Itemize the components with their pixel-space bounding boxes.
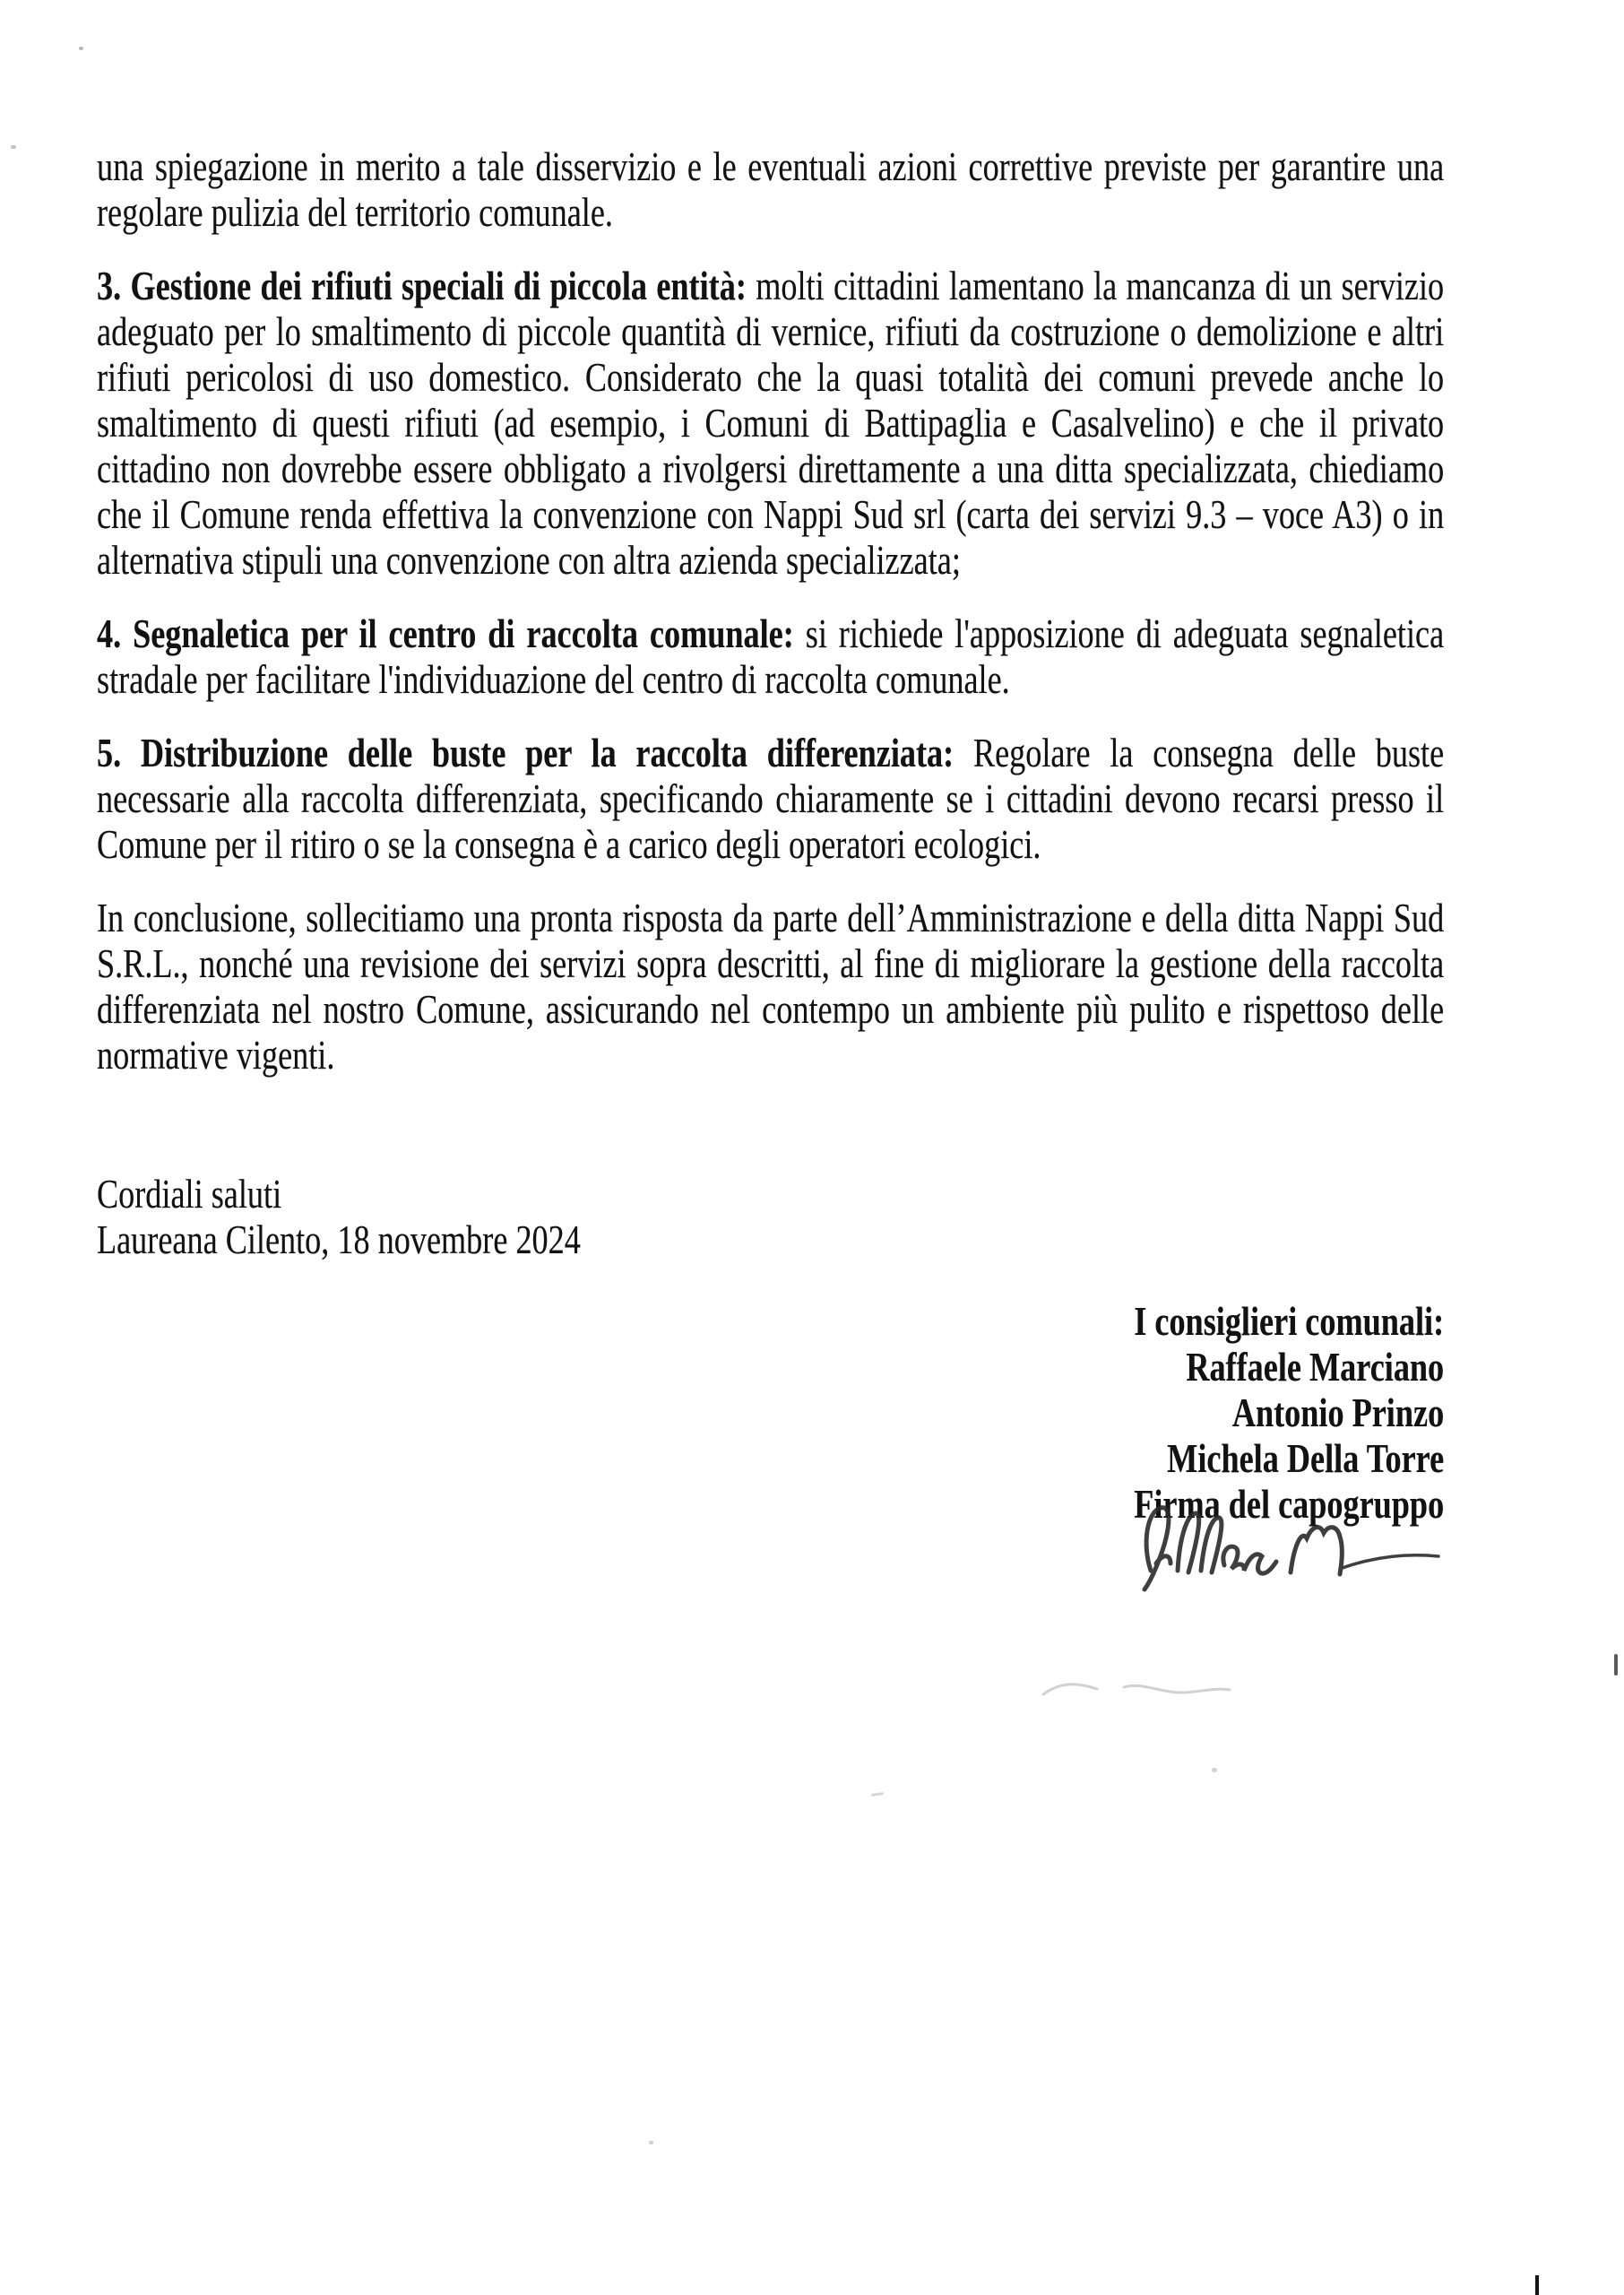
letter-paragraphs [97, 143, 1444, 1078]
para-3-rifiuti-speciali: 3. Gestione dei rifiuti speciali di piccola entità: molti cittadini lamentano la mancanza di un servizio adeguato per lo smaltimento di piccole quantità di vernice, rifiuti da costruzione o demolizione e altri rifiuti pericolosi di uso domestico. Considerato che la quasi totalità dei comuni prevede anche lo smaltimento di questi rifiuti (ad esempio, i Comuni di Battipaglia e Casalvelino) e che il privato cittadino non dovrebbe essere obbligato a rivolgersi direttamente a una ditta specializzata, chiediamo che il Comune renda effettiva la convenzione con Nappi Sud srl (carta dei servizi 9.3 – voce A3) o in alternativa stipuli una convenzione con altra azienda specializzata; [97, 263, 1445, 583]
letter-content [97, 143, 1444, 1527]
signature-caption: Firma del capogruppo [1134, 1481, 1445, 1527]
councilor-name-2: Antonio Prinzo [1231, 1390, 1445, 1435]
para-conclusione: In conclusione, sollecitiamo una pronta risposta da parte dell’Amministrazione e della ditta Nappi Sud S.R.L., nonché una revisione dei servizi sopra descritti, al fine di migliorare la gestione della raccolta differenziata nel nostro Comune, assicurando nel contempo un ambiente più pulito e rispettoso delle normative vigenti. [97, 895, 1445, 1078]
councilor-name-3: Michela Della Torre [1167, 1435, 1445, 1481]
scan-artifact [11, 145, 16, 149]
letter-closing [97, 1171, 1444, 1262]
councilor-name-1: Raffaele Marciano [1186, 1344, 1445, 1390]
closing-place-date: Laureana Cilento, 18 novembre 2024 [97, 1217, 581, 1262]
para-5-buste: 5. Distribuzione delle buste per la raccolta differenziata: Regolare la consegna delle buste necessarie alla raccolta differenziata, specificando chiaramente se i cittadini devono recarsi presso il Comune per il ritiro o se la consegna è a carico degli operatori ecologici. [97, 730, 1445, 867]
pencil-mark [1038, 1666, 1248, 1715]
scan-artifact [1614, 1654, 1618, 1676]
para-disservizio: una spiegazione in merito a tale disservizio e le eventuali azioni correttive previste per garantire una regolare pulizia del territorio comunale. [97, 143, 1445, 235]
signature-block-title: I consiglieri comunali: [1134, 1298, 1445, 1344]
closing-salutation: Cordiali saluti [97, 1171, 282, 1217]
para-4-segnaletica: 4. Segnaletica per il centro di raccolta comunale: si richiede l'apposizione di adeguata segnaletica stradale per facilitare l'individuazione del centro di raccolta comunale. [97, 611, 1445, 702]
scan-artifact [1535, 2275, 1539, 2295]
scan-artifact [79, 47, 83, 50]
scan-artifact [1212, 1768, 1217, 1772]
scan-artifact [871, 1792, 884, 1797]
scan-artifact [649, 2141, 653, 2144]
handwritten-signature [1131, 1481, 1443, 1605]
